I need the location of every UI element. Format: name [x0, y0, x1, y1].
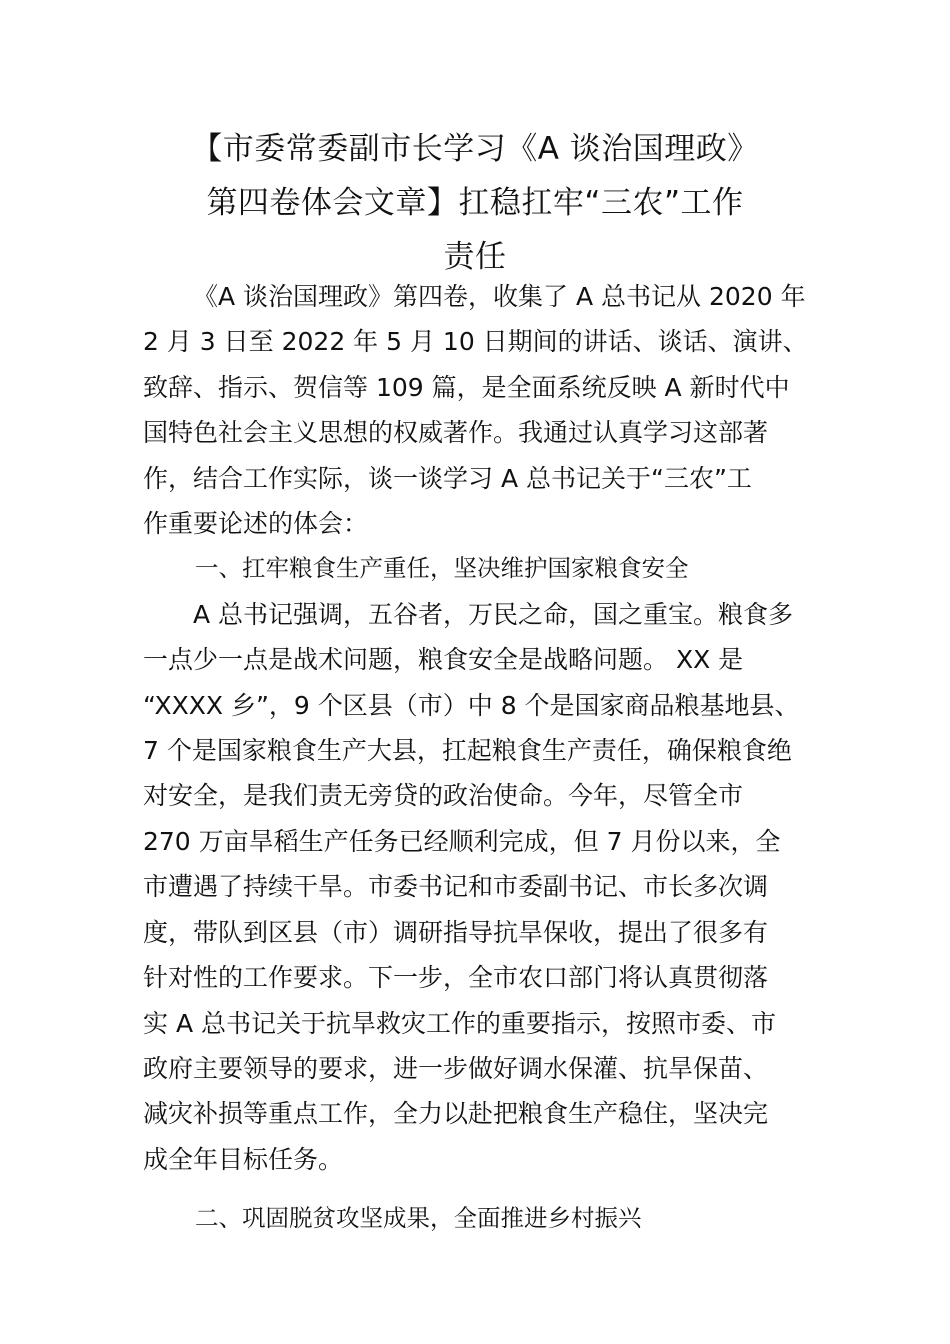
paragraph-line: 作重要论述的体会：: [143, 509, 369, 539]
paragraph-line: 致辞、指示、贺信等 109 篇，是全面系统反映 A 新时代中: [143, 372, 790, 402]
title-line: 第四卷体会文章】扛稳扛牢“三农”工作: [206, 185, 744, 221]
intro-paragraph: [143, 274, 813, 546]
title-line: 责任: [443, 239, 507, 275]
section-heading-1: 一、扛牢粮食生产重任，坚决维护国家粮食安全: [195, 554, 689, 583]
paragraph-line: 度，带队到区县（市）调研指导抗旱保收，提出了很多有: [143, 917, 769, 947]
paragraph-line: 减灾补损等重点工作，全力以赴把粮食生产稳住，坚决完: [143, 1099, 769, 1129]
paragraph-line: 2 月 3 日至 2022 年 5 月 10 日期间的讲话、谈话、演讲、: [143, 327, 808, 357]
paragraph-line: 实 A 总书记关于抗旱救灾工作的重要指示，按照市委、市: [143, 1008, 776, 1038]
paragraph-spacer: [143, 1182, 813, 1196]
paragraph-line: 对安全，是我们责无旁贷的政治使命。今年，尽管全市: [143, 781, 744, 811]
section-heading-2: 二、巩固脱贫攻坚成果，全面推进乡村振兴: [195, 1204, 642, 1233]
paragraph-line: 市遭遇了持续干旱。市委书记和市委副书记、市长多次调: [143, 872, 769, 902]
paragraph-line: 270 万亩旱稻生产任务已经顺利完成，但 7 月份以来，全: [143, 826, 781, 856]
paragraph-line: “XXXX 乡”，9 个区县（市）中 8 个是国家商品粮基地县、: [143, 690, 800, 720]
paragraph-line: 《A 谈治国理政》第四卷，收集了 A 总书记从 2020 年: [193, 282, 806, 311]
paragraph-line: 针对性的工作要求。下一步，全市农口部门将认真贯彻落: [143, 963, 769, 993]
paragraph-line: 一点少一点是战术问题，粮食安全是战略问题。 XX 是: [143, 645, 744, 675]
paragraph-line: A 总书记强调，五谷者，万民之命，国之重宝。粮食多: [193, 599, 794, 629]
title-line: 【市委常委副市长学习《A 谈治国理政》: [191, 131, 759, 167]
paragraph-line: 成全年目标任务。: [143, 1144, 344, 1174]
document-body: [143, 274, 813, 1242]
section-1-paragraph: [143, 592, 813, 1182]
paragraph-line: 作，结合工作实际，谈一谈学习 A 总书记关于“三农”工: [143, 463, 752, 493]
paragraph-line: 政府主要领导的要求，进一步做好调水保灌、抗旱保苗、: [143, 1053, 769, 1083]
document-title: [140, 122, 810, 284]
paragraph-line: 7 个是国家粮食生产大县，扛起粮食生产责任，确保粮食绝: [143, 736, 792, 766]
paragraph-line: 国特色社会主义思想的权威著作。我通过认真学习这部著: [143, 418, 769, 448]
